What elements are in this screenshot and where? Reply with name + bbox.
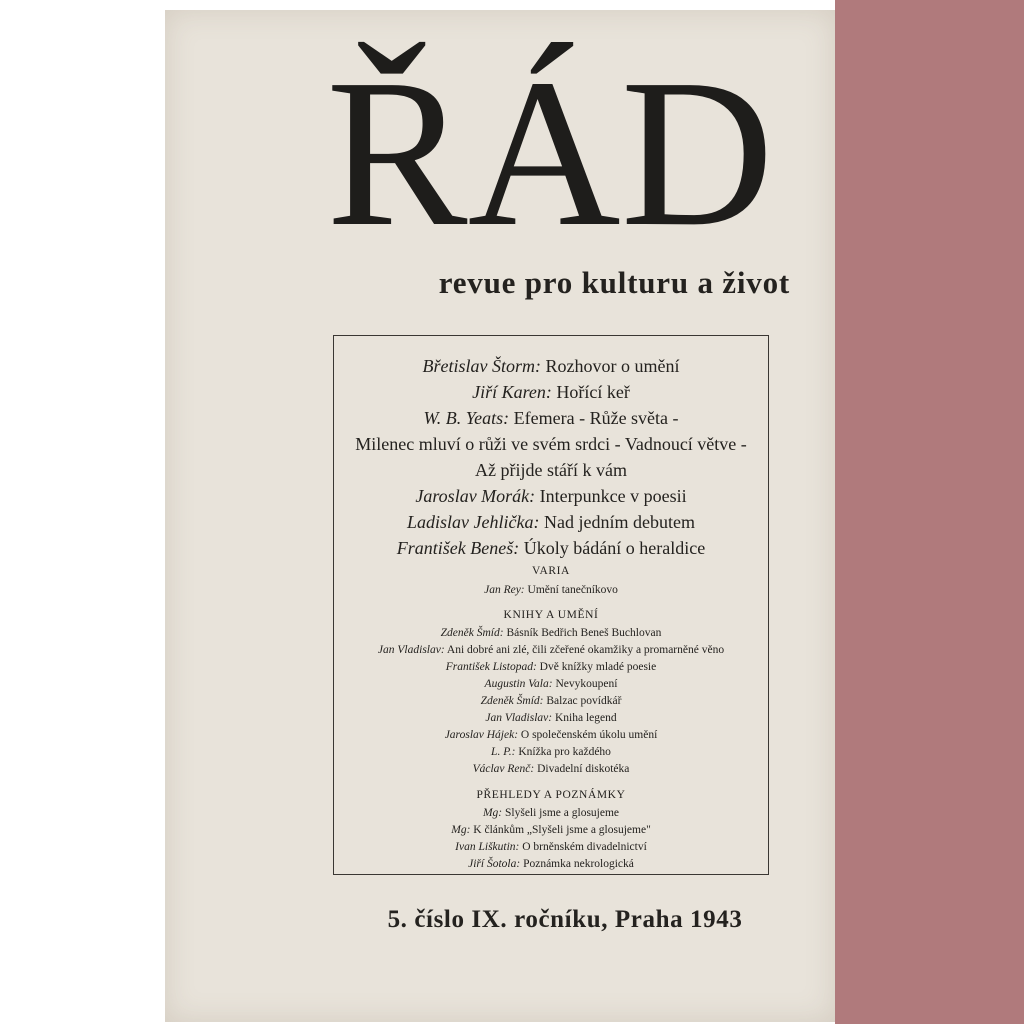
entry-title: Milenec mluví o růži ve svém srdci - Vadnoucí větve - [355, 434, 747, 454]
entry-title: Ani dobré ani zlé, čili zčeřené okamžiky a promarněné věno [446, 644, 725, 656]
entry-author: Václav Renč: [472, 763, 535, 775]
entry-title: Divadelní diskotéka [537, 763, 630, 775]
magazine-subtitle: revue pro kulturu a život [438, 265, 790, 300]
entry-author: František Listopad: [445, 661, 537, 673]
entry-author: Jan Vladislav: [485, 712, 553, 724]
contents-entry [334, 538, 768, 559]
entry-author: Jiří Karen: [472, 382, 552, 402]
entry-author: Mg: [451, 824, 471, 836]
entry-title: O brněnském divadelnictví [522, 841, 647, 853]
contents-entry [334, 627, 768, 639]
entry-author: Jaroslav Morák: [415, 486, 536, 506]
contents-entry [334, 678, 768, 690]
section-heading: KNIHY A UMĚNÍ [503, 609, 599, 621]
entry-author: František Beneš: [396, 538, 520, 558]
contents-entry [334, 644, 768, 656]
entry-title: K článkům „Slyšeli jsme a glosujeme" [473, 824, 651, 836]
entry-title: Interpunkce v poesii [539, 486, 687, 506]
entry-author: Mg: [482, 807, 503, 819]
entry-title: Rozhovor o umění [545, 356, 680, 376]
entry-author: Břetislav Štorm: [422, 356, 541, 376]
entry-title: Úkoly bádání o heraldice [523, 538, 706, 558]
entry-title: Básník Bedřich Beneš Buchlovan [506, 627, 662, 639]
entry-author: Zdeněk Šmíd: [480, 695, 544, 707]
section-heading: PŘEHLEDY A POZNÁMKY [476, 789, 626, 801]
contents-entry [334, 512, 768, 533]
contents-entry [334, 824, 768, 836]
contents-entry [334, 695, 768, 707]
contents-entry [334, 841, 768, 853]
contents-entry [334, 858, 768, 870]
magazine-title: ŘÁD [326, 35, 774, 270]
entry-author: Ladislav Jehlička: [407, 512, 540, 532]
entry-author: Jiří Šotola: [468, 858, 521, 870]
contents-entry [334, 763, 768, 775]
entry-author: Jan Rey: [484, 584, 525, 596]
entry-title: Dvě knížky mladé poesie [539, 661, 657, 673]
entry-author: L. P.: [491, 746, 516, 758]
entry-title: Poznámka nekrologická [523, 858, 634, 870]
contents-entry [334, 712, 768, 724]
entry-author: Jan Vladislav: [377, 644, 445, 656]
entry-title: Až přijde stáří k vám [475, 460, 627, 480]
contents-entry [334, 408, 768, 429]
entry-author: Jaroslav Hájek: [444, 729, 519, 741]
magazine-cover [165, 10, 835, 1022]
entry-title: Efemera - Růže světa - [513, 408, 679, 428]
entry-author: Zdeněk Šmíd: [440, 627, 504, 639]
contents-entry [334, 584, 768, 596]
section-heading: VARIA [532, 565, 570, 577]
entry-author: W. B. Yeats: [423, 408, 510, 428]
contents-entry [334, 729, 768, 741]
entry-title: Balzac povídkář [546, 695, 622, 707]
entry-author: Ivan Liškutin: [455, 841, 520, 853]
contents-entry [334, 807, 768, 819]
entry-title: Nevykoupení [555, 678, 618, 690]
contents-entry [334, 460, 768, 481]
contents-entry [334, 382, 768, 403]
contents-entry [334, 486, 768, 507]
entry-title: Kniha legend [554, 712, 617, 724]
background-strip [835, 0, 1024, 1024]
contents-entry [334, 746, 768, 758]
contents-entry [334, 356, 768, 377]
entry-title: Slyšeli jsme a glosujeme [505, 807, 620, 819]
entry-title: Umění tanečníkovo [527, 584, 618, 596]
contents-entry [334, 661, 768, 673]
entry-title: Nad jedním debutem [544, 512, 695, 532]
entry-author: Augustin Vala: [484, 678, 553, 690]
contents-entry [334, 434, 768, 455]
issue-info: 5. číslo IX. ročníku, Praha 1943 [387, 906, 743, 933]
entry-title: Knížka pro každého [518, 746, 611, 758]
contents-box [333, 335, 769, 875]
entry-title: Hořící keř [556, 382, 630, 402]
entry-title: O společenském úkolu umění [520, 729, 658, 741]
